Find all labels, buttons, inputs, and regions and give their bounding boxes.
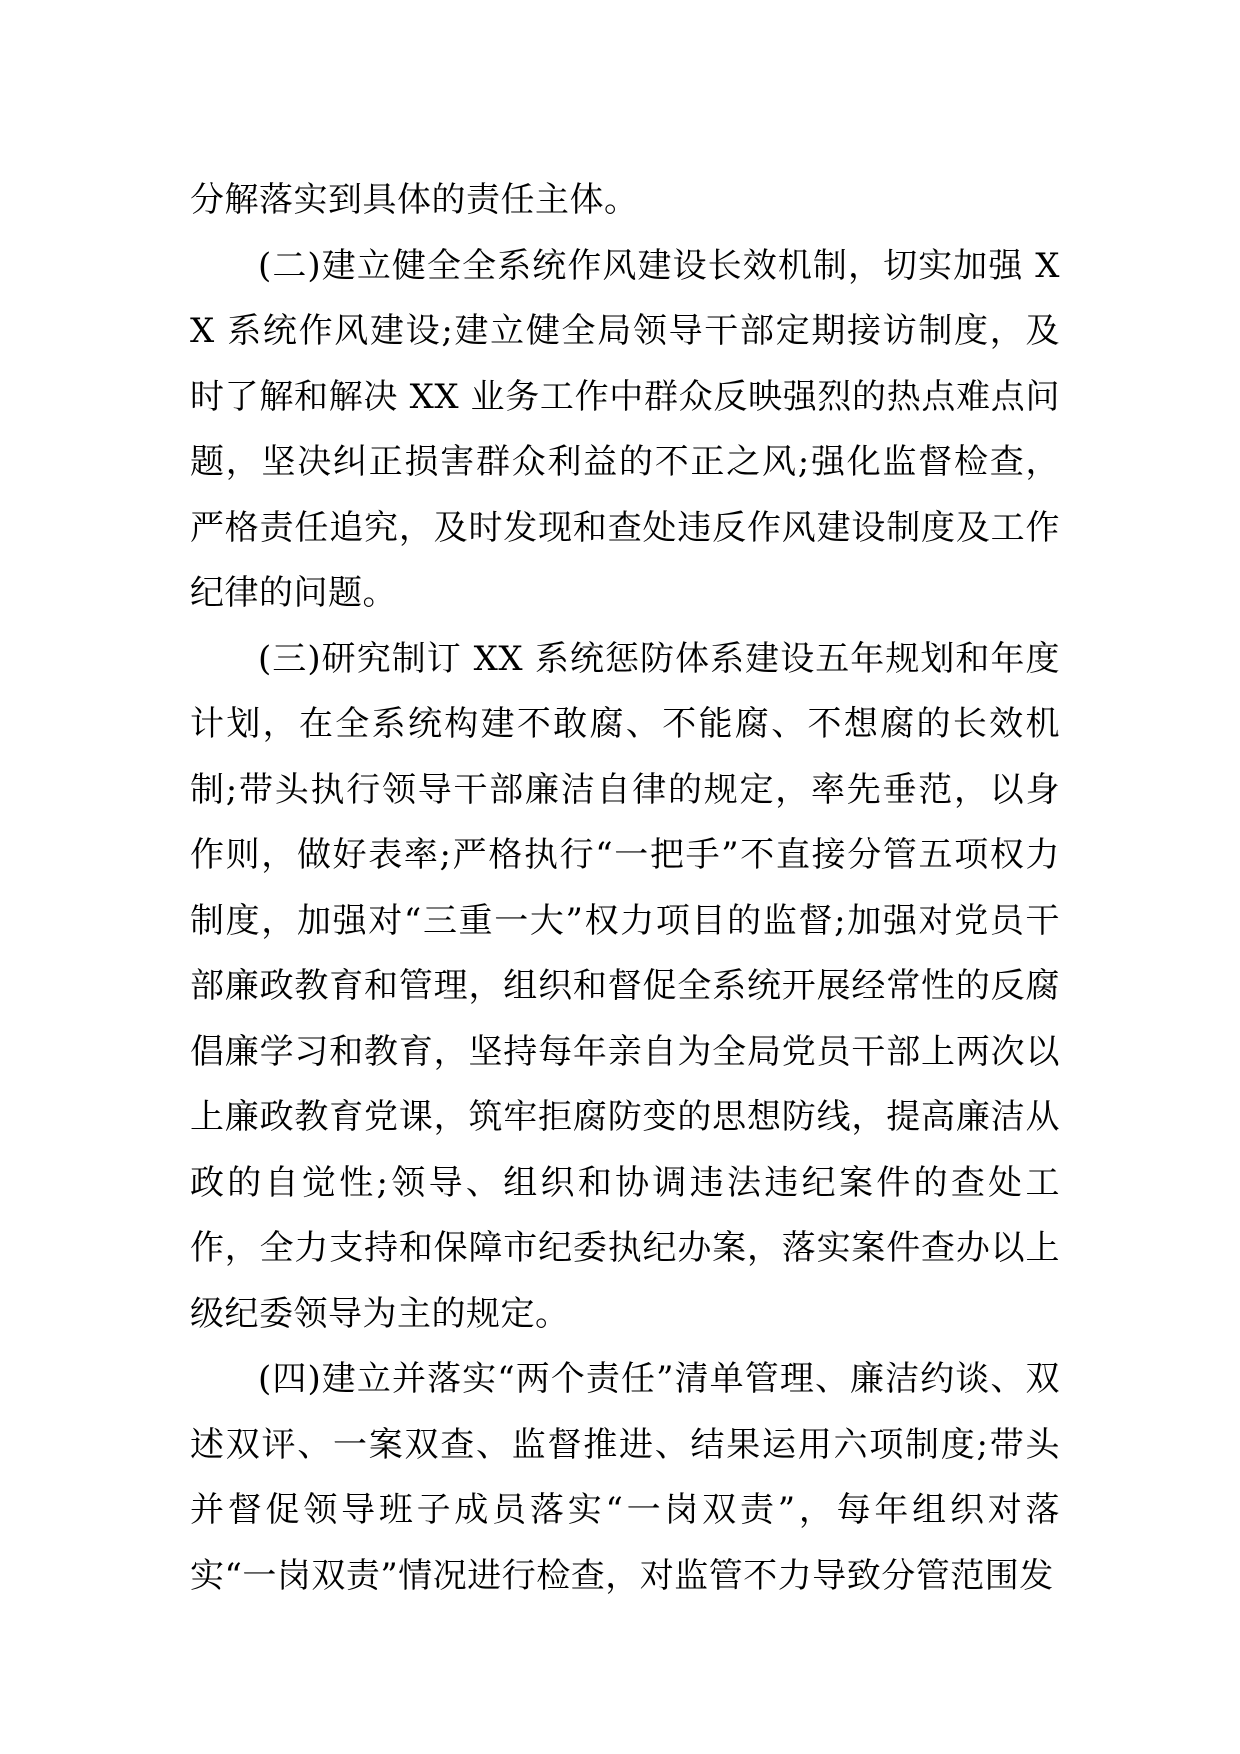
document-page — [190, 168, 1060, 1609]
paragraph-1: 分解落实到具体的责任主体。 — [190, 180, 639, 220]
paragraph-3: (三)研究制订 XX 系统惩防体系建设五年规划和年度计划，在全系统构建不敢腐、不能腐、不想腐的长效机制;带头执行领导干部廉洁自律的规定，率先垂范，以身作则，做好表率;严格执行“一把手”不直接分管五项权力制度，加强对“三重一大”权力项目的监督;加强对党员干部廉政教育和管理，组织和督促全系统开展经常性的反腐倡廉学习和教育，坚持每年亲自为全局党员干部上两次以上廉政教育党课，筑牢拒腐防变的思想防线，提高廉洁从政的自觉性;领导、组织和协调违法违纪案件的查处工作，全力支持和保障市纪委执纪办案，落实案件查办以上级纪委领导为主的规定。 — [190, 638, 1060, 1334]
paragraph-4: (四)建立并落实“两个责任”清单管理、廉洁约谈、双述双评、一案双查、监督推进、结果运用六项制度;带头并督促领导班子成员落实“一岗双责”，每年组织对落实“一岗双责”情况进行检查，对监管不力导致分管范围发 — [190, 1359, 1060, 1596]
paragraph-2: (二)建立健全全系统作风建设长效机制，切实加强 XX 系统作风建设;建立健全局领导干部定期接访制度，及时了解和解决 XX 业务工作中群众反映强烈的热点难点问题，坚决纠正损害群众利益的不正之风;强化监督检查，严格责任追究，及时发现和查处违反作风建设制度及工作纪律的问题。 — [190, 245, 1060, 613]
